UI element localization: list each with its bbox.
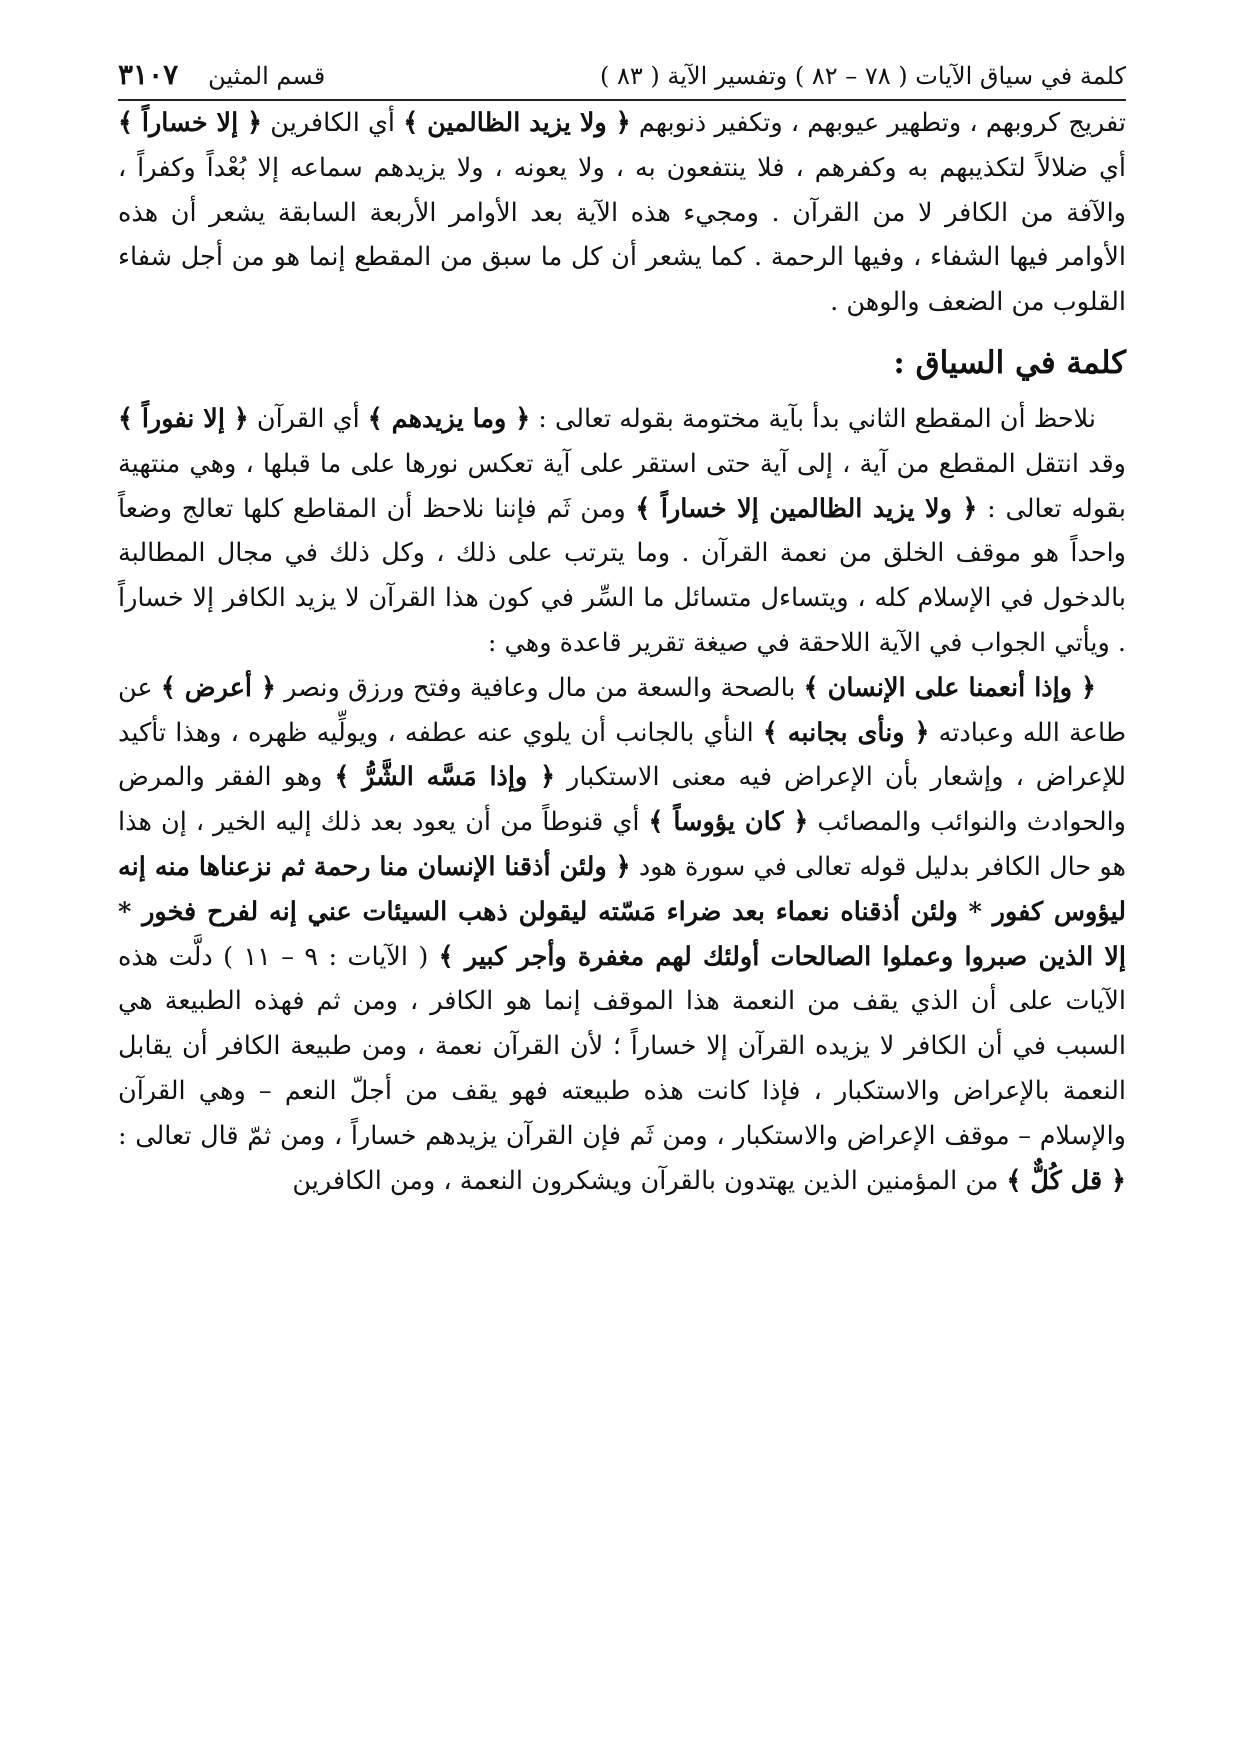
quran-quote: ﴿ ولئن أذقنا الإنسان منا رحمة ثم نزعناها منه إنه ليؤوس كفور * ولئن أذقناه نعماء بعد ضراء مَسّته ليقولن ذهب السيئات عني إنه لفرح فخور * إلا الذين صبروا وعملوا الصالحات أولئك لهم مغفرة وأجر كبير ﴾ bbox=[118, 851, 1127, 972]
quran-quote: ﴿ وما يزيدهم ﴾ bbox=[367, 403, 531, 434]
text-run: أي الكافرين bbox=[262, 108, 404, 138]
quran-quote: ﴿ قل كُلٌّ ﴾ bbox=[1006, 1165, 1126, 1196]
text-run: نلاحظ أن المقطع الثاني بدأ بآية مختومة بقوله تعالى : bbox=[530, 403, 1096, 434]
text-run: ومن ثَم فإننا نلاحظ أن المقاطع كلها تعالج وضعاً واحداً هو موقف الخلق من نعمة القرآن . وما يترتب على ذلك ، وكل ذلك في مجال المطالبة بالدخول في الإسلام كله ، ويتساءل متسائل ما السِّر في كون هذا القرآن لا يزيد الكافر إلا خساراً . ويأتي الجواب في الآية اللاحقة في صيغة تقرير قاعدة وهي : bbox=[118, 493, 1126, 658]
quran-quote: ﴿ ولا يزيد الظالمين إلا خساراً ﴾ bbox=[635, 493, 978, 524]
paragraph-1 bbox=[118, 101, 1126, 325]
quran-quote: ﴿ وإذا مَسَّه الشَّرُّ ﴾ bbox=[334, 762, 556, 793]
running-title: كلمة في سياق الآيات ( ٧٨ – ٨٢ ) وتفسير الآية ( ٨٣ ) bbox=[599, 62, 1126, 90]
text-run: بالصحة والسعة من مال وعافية وفتح ورزق ونصر bbox=[275, 672, 804, 703]
quran-quote: ﴿ ولا يزيد الظالمين ﴾ bbox=[403, 108, 631, 138]
quran-quote: ﴿ كان يؤوساً ﴾ bbox=[648, 807, 809, 838]
quran-quote: ﴿ وإذا أنعمنا على الإنسان ﴾ bbox=[803, 672, 1096, 703]
text-run: عن طاعة الله وعبادته bbox=[118, 672, 1127, 748]
running-header bbox=[118, 58, 1126, 101]
text-run: من المؤمنين الذين يهتدون بالقرآن ويشكرون النعمة ، ومن الكافرين bbox=[292, 1165, 1007, 1196]
text-run: أي القرآن bbox=[248, 403, 368, 434]
book-page bbox=[118, 58, 1126, 1203]
quran-quote: ﴿ إلا نفوراً ﴾ bbox=[118, 403, 249, 434]
paragraph-2 bbox=[118, 397, 1126, 666]
quran-quote: ﴿ إلا خساراً ﴾ bbox=[118, 108, 263, 138]
text-run: ( الآيات : ٩ – ١١ ) دلَّت هذه الآيات على أن الذي يقف من النعمة هذا الموقف إنما هو الكافر ، ومن ثم فهذه الطبيعة هي السبب في أن الكافر لا يزيده القرآن إلا خساراً ؛ لأن القرآن نعمة ، ومن طبيعة الكافر أن يقابل النعمة بالإعراض والاستكبار ، فإذا كانت هذه طبيعته فهو يقف من أجلّ النعم – وهي القرآن والإسلام – موقف الإعراض والاستكبار ، ومن ثَم فإن القرآن يزيدهم خساراً ، ومن ثمّ قال تعالى : bbox=[118, 941, 1126, 1151]
section-heading: كلمة في السياق : bbox=[893, 344, 1126, 381]
section-name: قسم المثين bbox=[208, 62, 326, 90]
page-body bbox=[118, 101, 1126, 1203]
quran-quote: ﴿ أعرض ﴾ bbox=[160, 672, 276, 703]
text-run: أي قنوطاً من أن يعود بعد ذلك إليه الخير ، إن هذا هو حال الكافر بدليل قوله تعالى في سورة هود bbox=[118, 807, 1126, 882]
page-number: ٣١٠٧ bbox=[118, 58, 179, 91]
text-run: أي ضلالاً لتكذيبهم به وكفرهم ، فلا ينتفعون به ، ولا يعونه ، ولا يزيدهم سماعه إلا بُعْداً وكفراً ، والآفة من الكافر لا من القرآن . ومجيء هذه الآية بعد الأوامر الأربعة السابقة يشعر أن هذه الأوامر فيها الشفاء ، وفيها الرحمة . كما يشعر أن كل ما سبق من المقطع إنما هو من أجل شفاء القلوب من الضعف والوهن . bbox=[118, 152, 1126, 318]
header-left-group bbox=[118, 58, 325, 93]
text-run: وهو الفقر والمرض والحوادث والنوائب والمصائب bbox=[118, 762, 1126, 838]
quran-quote: ﴿ ونأى بجانبه ﴾ bbox=[762, 717, 930, 748]
text-run: وقد انتقل المقطع من آية ، إلى آية حتى استقر على آية تعكس نورها على ما قبلها ، وهي منتهية بقوله تعالى : bbox=[118, 448, 1126, 524]
paragraph-3 bbox=[118, 666, 1126, 1204]
text-run: النأي بالجانب أن يلوي عنه عطفه ، ويولِّيه ظهره ، وهذا تأكيد للإعراض ، وإشعار بأن الإعراض فيه معنى الاستكبار bbox=[118, 717, 1126, 793]
text-run: تفريج كروبهم ، وتطهير عيوبهم ، وتكفير ذنوبهم bbox=[630, 108, 1126, 138]
